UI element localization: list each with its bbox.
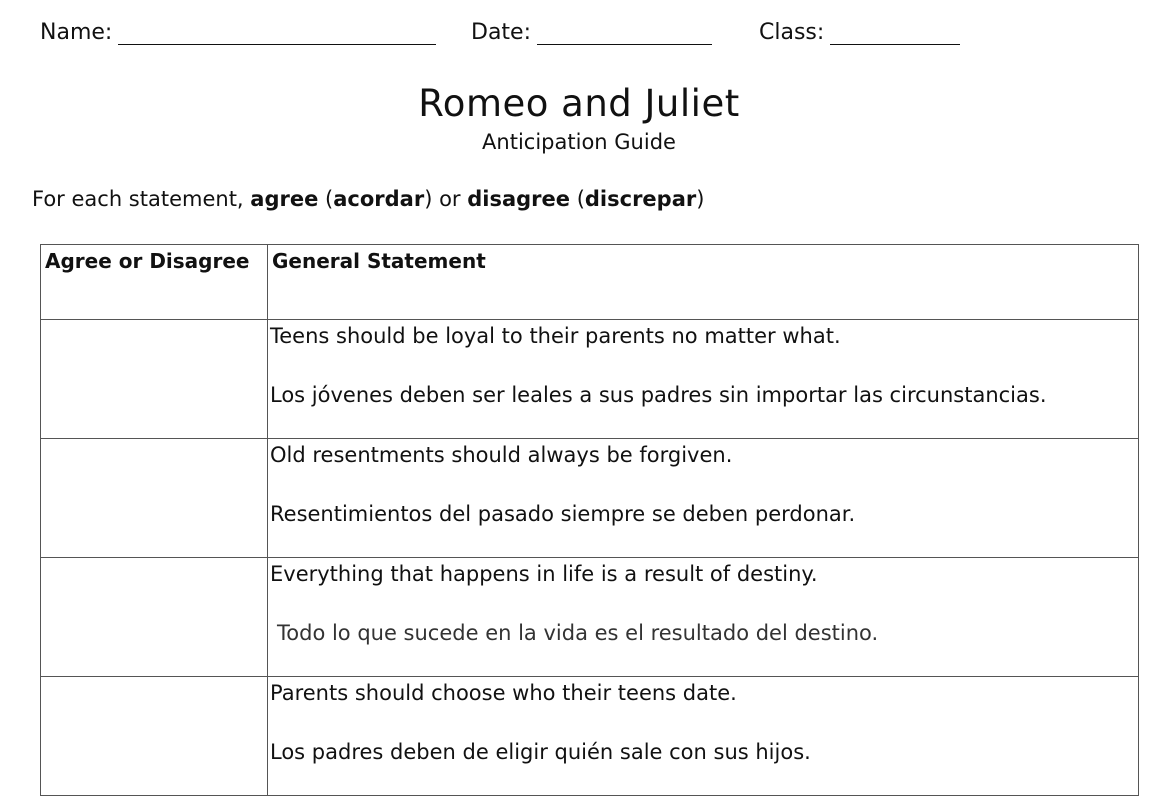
statement-cell xyxy=(268,558,1139,677)
table-row xyxy=(41,320,1139,439)
name-label: Name: xyxy=(40,20,113,45)
statement-english: Teens should be loyal to their parents no matter what. xyxy=(270,324,841,348)
table-header-row xyxy=(41,245,1139,320)
table-row xyxy=(41,439,1139,558)
agree-word: agree xyxy=(250,187,319,211)
disagree-spanish-word: discrepar xyxy=(584,187,697,211)
statement-cell xyxy=(268,677,1139,796)
name-blank-line[interactable] xyxy=(118,20,436,45)
agree-spanish-word: acordar xyxy=(333,187,425,211)
instructions-prefix: For each statement, xyxy=(32,187,244,211)
date-field[interactable] xyxy=(471,20,712,45)
date-label: Date: xyxy=(471,20,531,45)
statement-spanish: Resentimientos del pasado siempre se deben perdonar. xyxy=(270,502,856,526)
agree-disagree-input-cell[interactable] xyxy=(41,677,268,796)
or-word: or xyxy=(439,187,461,211)
page-title: Romeo and Juliet xyxy=(418,82,740,125)
statement-english: Old resentments should always be forgiven. xyxy=(270,443,733,467)
anticipation-table xyxy=(40,244,1139,796)
date-blank-line[interactable] xyxy=(537,20,712,45)
agree-disagree-input-cell[interactable] xyxy=(41,558,268,677)
table-row xyxy=(41,677,1139,796)
agree-disagree-input-cell[interactable] xyxy=(41,320,268,439)
disagree-word: disagree xyxy=(467,187,571,211)
class-label: Class: xyxy=(759,20,825,45)
name-field[interactable] xyxy=(40,20,436,45)
statement-cell xyxy=(268,320,1139,439)
column-header-statement: General Statement xyxy=(268,245,1139,320)
statement-spanish: Los padres deben de eligir quién sale con sus hijos. xyxy=(270,740,811,764)
column-header-agree: Agree or Disagree xyxy=(41,245,268,320)
statement-english: Everything that happens in life is a result of destiny. xyxy=(270,562,818,586)
class-field[interactable] xyxy=(759,20,960,45)
statement-english: Parents should choose who their teens date. xyxy=(270,681,737,705)
statement-spanish: Los jóvenes deben ser leales a sus padres sin importar las circunstancias. xyxy=(270,383,1047,407)
table-row xyxy=(41,558,1139,677)
instructions: For each statement, agree (acordar) or disagree (discrepar) xyxy=(32,187,705,211)
statement-cell xyxy=(268,439,1139,558)
class-blank-line[interactable] xyxy=(830,20,960,45)
page-subtitle: Anticipation Guide xyxy=(482,130,676,154)
statement-spanish: Todo lo que sucede en la vida es el resultado del destino. xyxy=(277,621,879,645)
agree-disagree-input-cell[interactable] xyxy=(41,439,268,558)
